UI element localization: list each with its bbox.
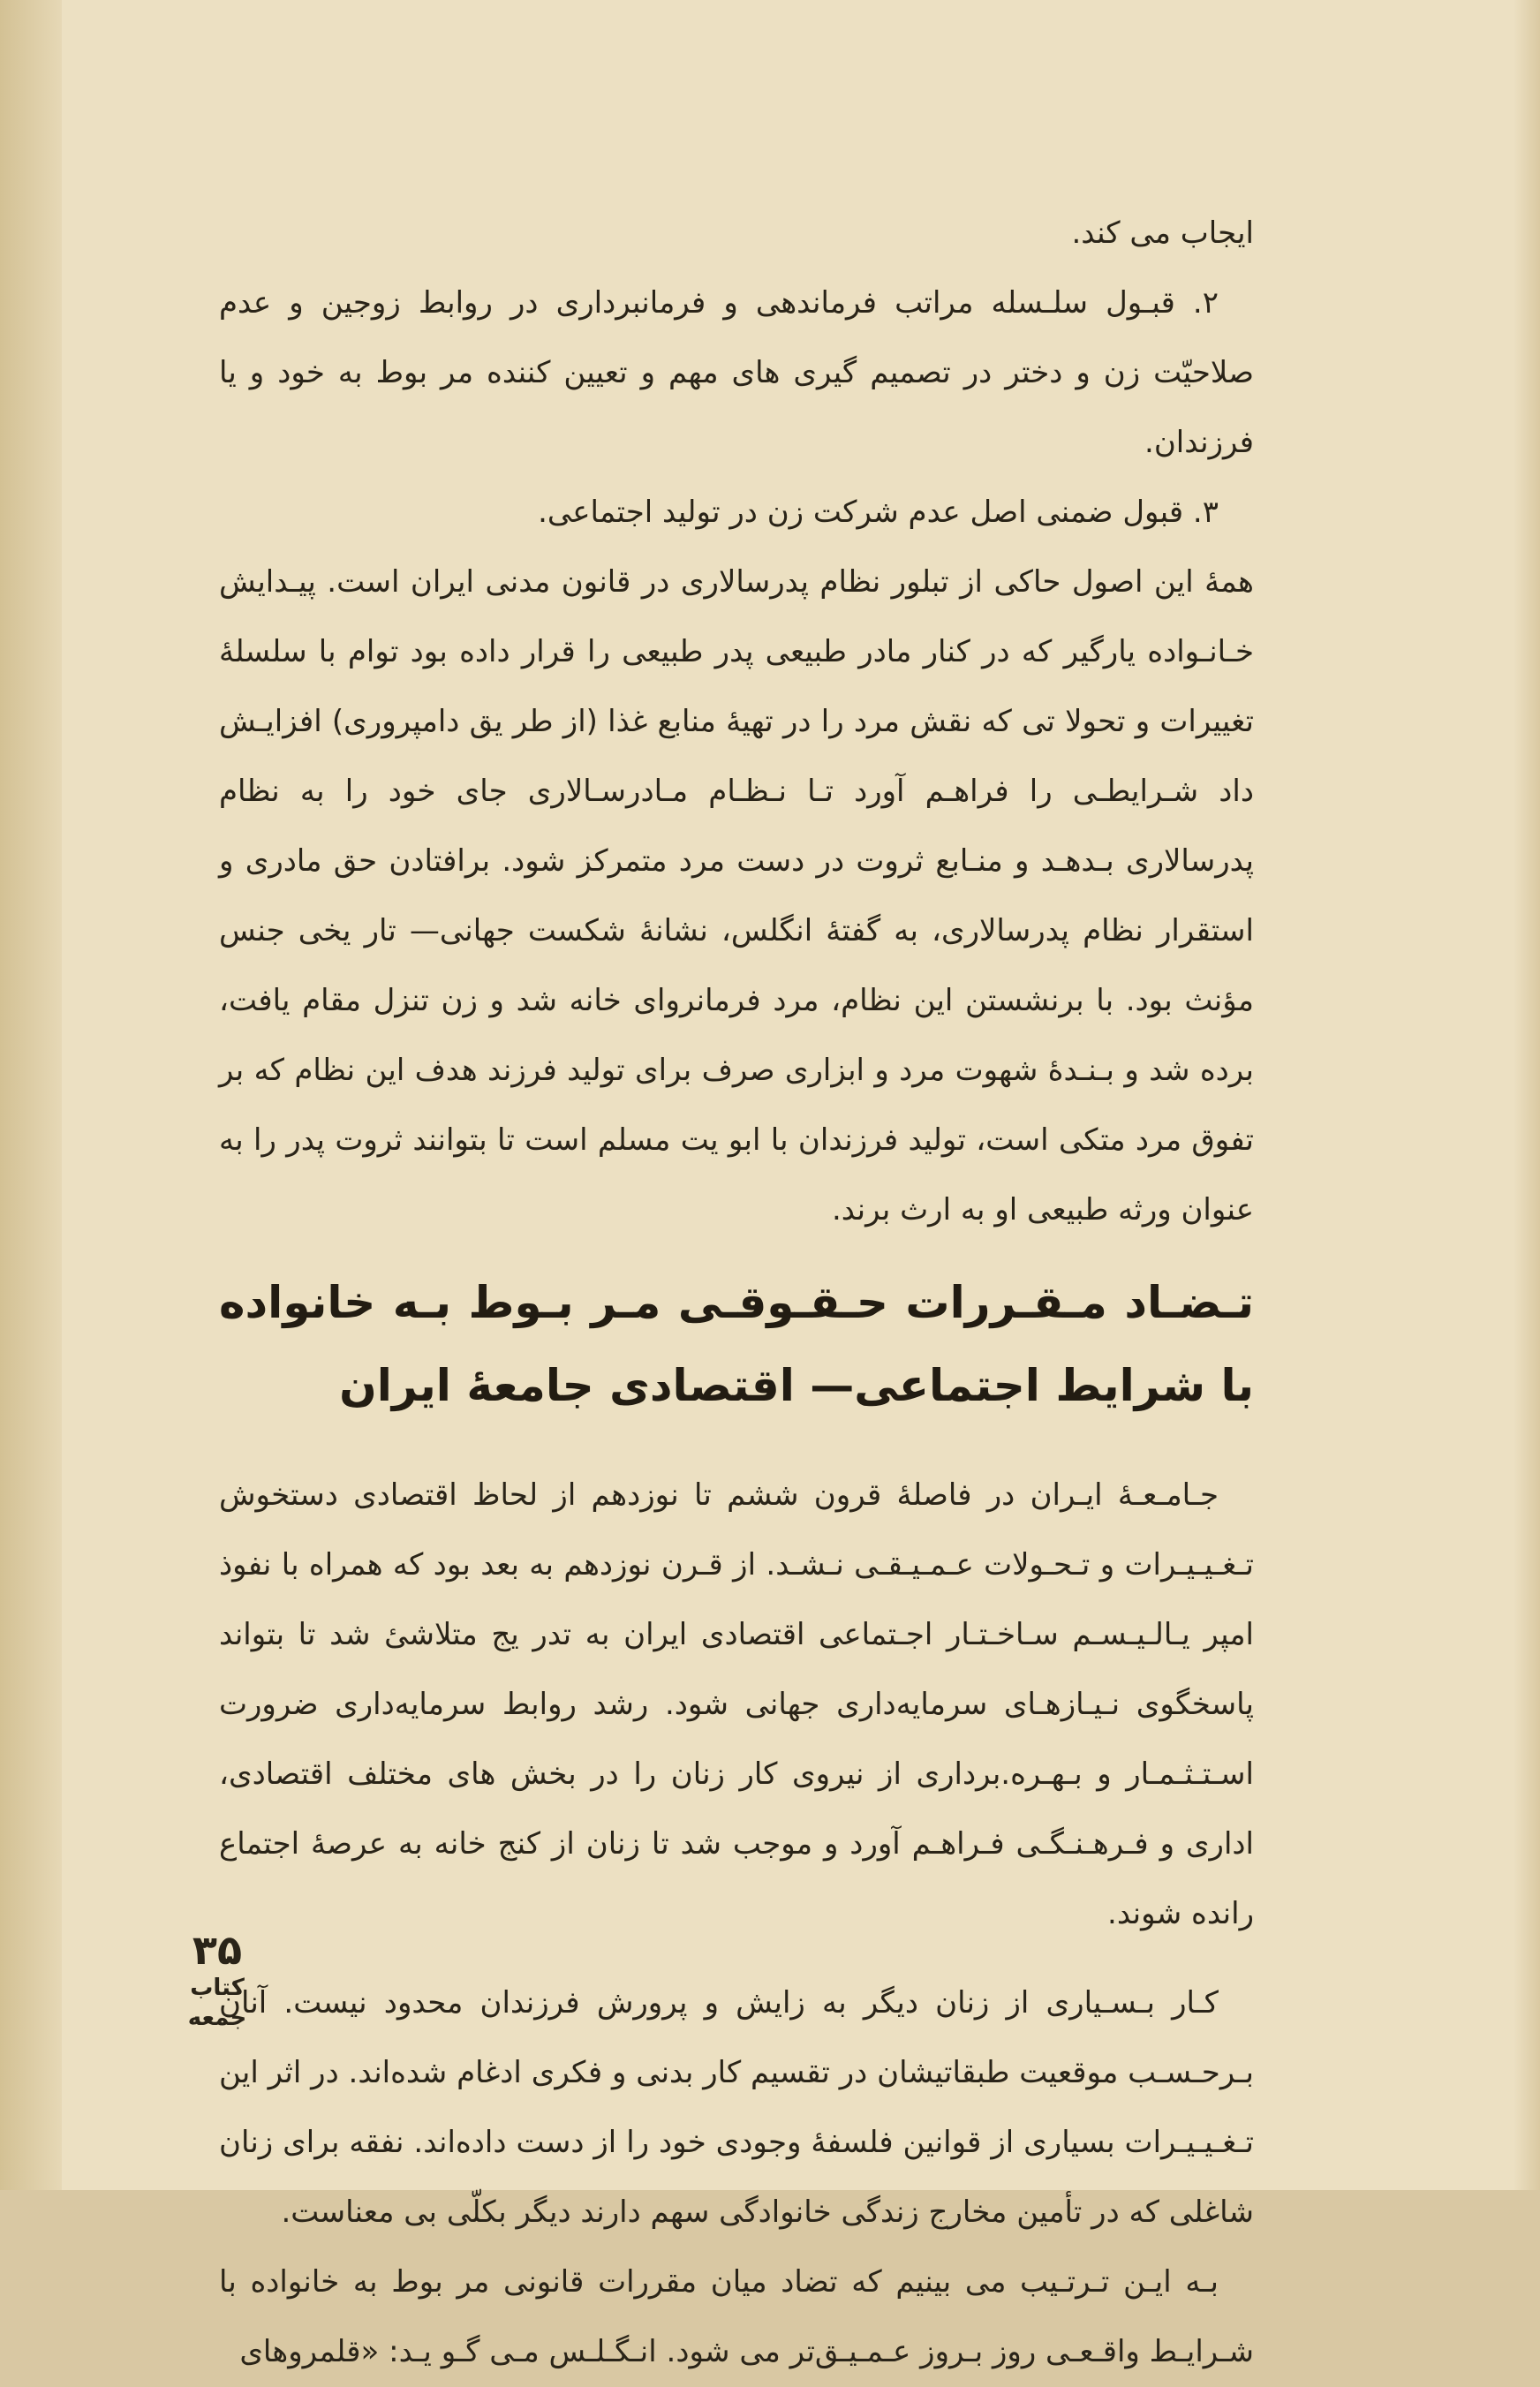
section-heading: تـضـاد مـقـررات حـقـوقـی مـر بـوط بـه خانواده با شرایط اجتماعی— اقتصادی جامعهٔ ایران <box>219 1277 1254 1411</box>
page-footer <box>164 1927 270 2033</box>
paragraph-patriarchy: همهٔ این اصول حاکی از تبلور نظام پدرسالاری در قانون مدنی ایران است. پیـدایش خـانـواده یارگیر که در کنار مادر طبیعی پدر طبیعی را قرار داده بود توام با سلسلهٔ تغییرات و تحولا تی که نقش مرد را در تهیهٔ منابع غذا (از طر یق دامپروری) افزایـش داد شـرایطـی را فراهـم آورد تـا نـظـام مـادرسـالاری جای خود را به نظام پدرسالاری بـدهـد و منـابع ثروت در دست مرد متمرکز شود. برافتادن حق مادری و استقرار نظام پدرسالاری، به گفتهٔ انگلس، نشانهٔ شکست جهانی— تار یخی جنس مؤنث بود. با برنشستن این نظام، مرد فرمانروای خانه شد و زن تنزل مقام یافت، برده شد و بـنـدهٔ شهوت مرد و ابزاری صرف برای تولید فرزند هدف این نظام که بر تفوق مرد متکی است، تولید فرزندان با ابو یت مسلم است تا بتوانند ثروت پدر را به عنوان ورثه طبیعی او به ارث برند. <box>219 564 1254 1227</box>
publication-title: کتاب جمعه <box>187 1975 247 2031</box>
body-paragraph-2: کـار بـسـیاری از زنان دیگر به زایش و پرورش فرزندان محدود نیست. آنان بـرحـسـب موقعیت طبقاتیشان در تقسیم کار بدنی و فکری ادغام شده‌اند. در اثر این تـغـیـیـرات بسیاری از قوانین فلسفهٔ وجودی خود را از دست داده‌اند. نفقه برای زنان شاغلی که در تأمین مخارج زندگی خانوادگی سهم دارند دیگر بکلّی بی معناست. <box>219 1985 1254 2230</box>
body-paragraph-1: جـامـعـهٔ ایـران در فاصلهٔ قرون ششم تا نوزدهم از لحاظ اقتصادی دستخوش تـغـیـیـرات و تـحـولات عـمـیـقـی نـشـد. از قـرن نوزدهم به بعد بود که همراه با نفوذ امپر یـالـیـسـم سـاخـتـار اجـتماعی اقتصادی ایران به تدر یج متلاشیٔ شد تا بتواند پاسخگوی نـیـازهـای سرمایه‌داری جهانی شود. رشد روابط سرمایه‌داری ضرورت اسـتـثـمـار و بـهـره.برداری از نیروی کار زنان را در بخش های مختلف اقتصادی، اداری و فـرهـنـگـی فـراهـم آورد و موجب شد تا زنان از کنج خانه به عرصهٔ اجتماع رانده شوند. <box>219 1477 1254 1931</box>
page-edge-shadow <box>1514 0 1540 2190</box>
page-text-column <box>219 199 1254 2387</box>
page-number: ۳۵ <box>192 1926 243 1974</box>
body-paragraph-3: بـه ایـن تـرتـیب می بینیم که تضاد میان مقررات قانونی مر بوط به خانواده با شـرایـط واقـعـی روز بـروز عـمـیـق‌تر می شود. انـگـلـس مـی گـو یـد: «قلمروهای <box>219 2264 1254 2369</box>
paragraph-continuation: ایجاب می کند. <box>1071 215 1254 251</box>
list-item-2: ۲. قبـول سلـسله مراتب فرماندهی و فرمانبرداری در روابط زوجین و عدم صلاحیّت زن و دختر در تصمیم گیری های مهم و تعیین کننده مر بوط به خود و یا فرزندان. <box>219 285 1254 460</box>
list-item-3: ۳. قبول ضمنی اصل عدم شرکت زن در تولید اجتماعی. <box>538 495 1219 530</box>
page-gutter-shadow <box>0 0 62 2190</box>
